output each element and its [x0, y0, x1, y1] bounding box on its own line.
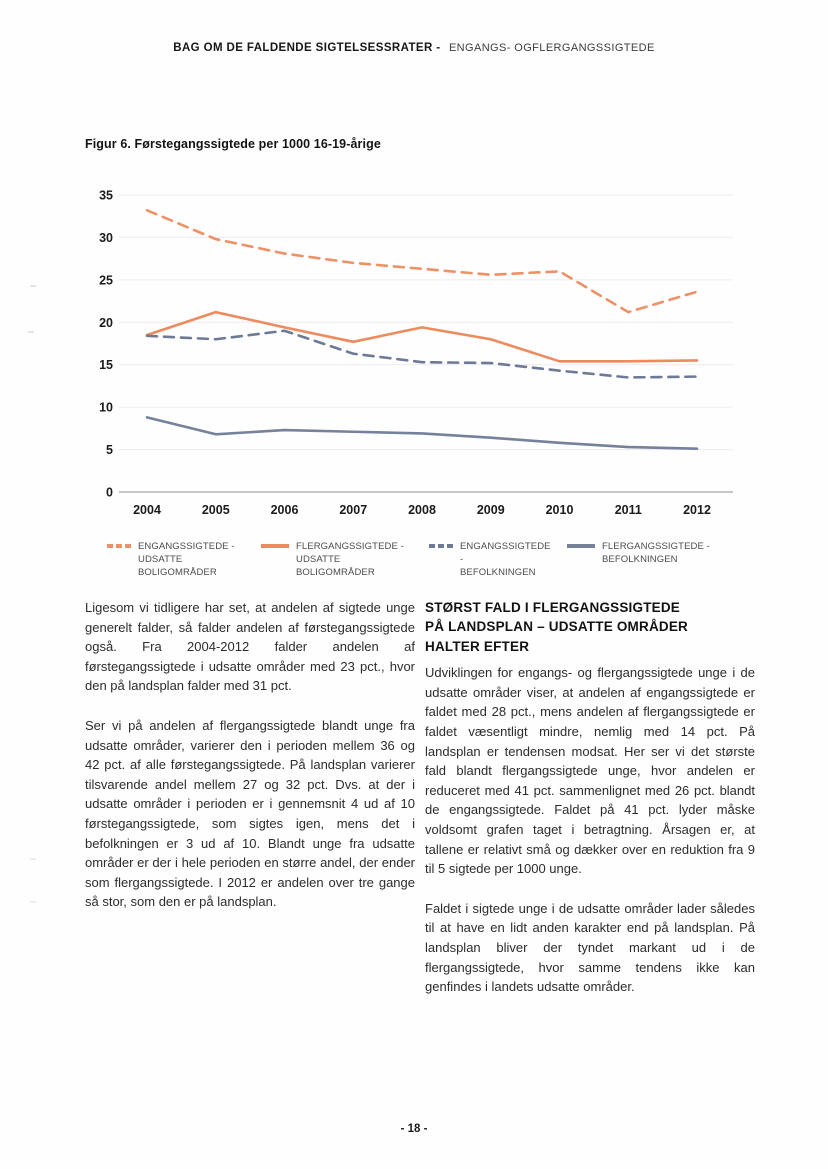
legend-item	[107, 540, 239, 579]
svg-text:2009: 2009	[476, 503, 505, 517]
legend-item	[261, 540, 407, 579]
svg-text:35: 35	[99, 188, 113, 203]
legend-item	[567, 540, 710, 566]
legend-label	[602, 540, 710, 566]
svg-text:15: 15	[99, 358, 113, 373]
svg-text:2008: 2008	[408, 503, 436, 517]
legend-label	[296, 540, 407, 579]
legend-label-line: FLERGANGSSIGTEDE -	[602, 541, 710, 552]
section-heading-line: HALTER EFTER	[425, 638, 530, 654]
left-column	[85, 598, 415, 1017]
scan-artifact	[30, 858, 36, 860]
line-chart	[85, 180, 735, 525]
svg-text:25: 25	[99, 273, 113, 288]
svg-text:30: 30	[99, 230, 113, 245]
legend-item	[429, 540, 551, 579]
section-heading	[425, 598, 755, 656]
svg-text:2004: 2004	[133, 503, 161, 517]
svg-text:5: 5	[106, 443, 113, 458]
svg-text:2011: 2011	[614, 503, 642, 517]
svg-text:10: 10	[99, 400, 113, 415]
legend-label-line: FLERGANGSSIGTEDE -	[296, 541, 404, 552]
scan-artifact	[30, 901, 36, 903]
paragraph: Faldet i sigtede unge i de udsatte områder lader således til at have en lidt anden karakter end på landsplan. På landsplan bliver der tyndet markant ud i de flergangssigtede, hvor samme tendens ikke kan genfindes i landets udsatte områder.	[425, 900, 755, 995]
legend-label-line: ENGANGSSIGTEDE -	[138, 541, 235, 552]
paragraph: Udviklingen for engangs- og flergangssigtede unge i de udsatte områder viser, at andelen af engangssigtede er faldet med 28 pct., mens andelen af flergangssigtede er faldet væsentligt mindre, nemlig med 14 pct. På landsplan er tendensen modsat. Her ser vi det største fald blandt flergangssigtede unge, hvor andelen er reduceret med 41 pct. sammenlignet med 26 pct. blandt de engangssigtede. Faldet på 41 pct. lyder måske voldsomt grafen taget i betragtning. Årsagen er, at tallene er relativt små og dækker over en reduktion fra 9 til 5 sigtede per 1000 unge.	[425, 665, 755, 877]
paragraph: Ser vi på andelen af flergangssigtede blandt unge fra udsatte områder, varierer den i perioden mellem 36 og 42 pct. af alle førstegangssigtede. På landsplan varierer tilsvarende andel mellem 27 og 32 pct. Dvs. at der i udsatte områder i perioden er i gennemsnit 4 ud af 10 førstegangssigtede, som sigtes igen, mens det i befolkningen er 3 ud af 10. Blandt unge fra udsatte områder er der i hele perioden en større andel, der ender som flergangssigtede. I 2012 er andelen over tre gange så stor, som den er på landsplan.	[85, 717, 415, 910]
legend-swatch-solid-orange-icon	[261, 544, 289, 548]
legend-label-line: ENGANGSSIGTEDE -	[460, 541, 551, 565]
svg-text:2012: 2012	[683, 503, 711, 517]
chart-legend	[85, 540, 745, 579]
legend-label	[138, 540, 239, 579]
legend-label-line: BEFOLKNINGEN	[602, 554, 678, 565]
svg-text:2006: 2006	[270, 503, 299, 517]
section-heading-line: PÅ LANDSPLAN – UDSATTE OMRÅDER	[425, 619, 689, 635]
header-title-bold: BAG OM DE FALDENDE SIGTELSESSRATER -	[173, 42, 441, 54]
svg-text:20: 20	[99, 315, 113, 330]
body-columns	[85, 598, 755, 1017]
legend-label	[460, 540, 551, 579]
figure-title: Figur 6. Førstegangssigtede per 1000 16-19-årige	[85, 137, 381, 151]
section-heading-line: STØRST FALD I FLERGANGSSIGTEDE	[425, 600, 681, 615]
legend-swatch-solid-blue-icon	[567, 544, 595, 548]
svg-text:0: 0	[106, 485, 113, 500]
svg-text:2005: 2005	[201, 503, 230, 517]
page-number: - 18 -	[400, 1123, 428, 1135]
svg-text:2007: 2007	[339, 503, 368, 517]
svg-text:2010: 2010	[545, 503, 574, 517]
paragraph: Ligesom vi tidligere har set, at andelen af sigtede unge generelt falder, så falder andelen af førstegangssigtede også. Fra 2004-2012 falder andelen af førstegangssigtede i udsatte områder med 23 pct., hvor den på landsplan falder med 31 pct.	[85, 600, 415, 694]
legend-label-line: UDSATTE BOLIGOMRÅDER	[296, 554, 375, 578]
scan-artifact	[28, 331, 34, 333]
header-title-regular: ENGANGS- OGFLERGANGSSIGTEDE	[448, 42, 655, 54]
legend-swatch-dashed-orange-icon	[107, 544, 131, 548]
legend-swatch-dashed-blue-icon	[429, 544, 453, 548]
legend-label-line: BEFOLKNINGEN	[460, 567, 536, 578]
legend-label-line: UDSATTE BOLIGOMRÅDER	[138, 554, 217, 578]
chart-canvas	[85, 180, 735, 525]
scan-artifact	[30, 285, 36, 287]
page-header	[0, 38, 828, 56]
right-column	[425, 598, 755, 1017]
